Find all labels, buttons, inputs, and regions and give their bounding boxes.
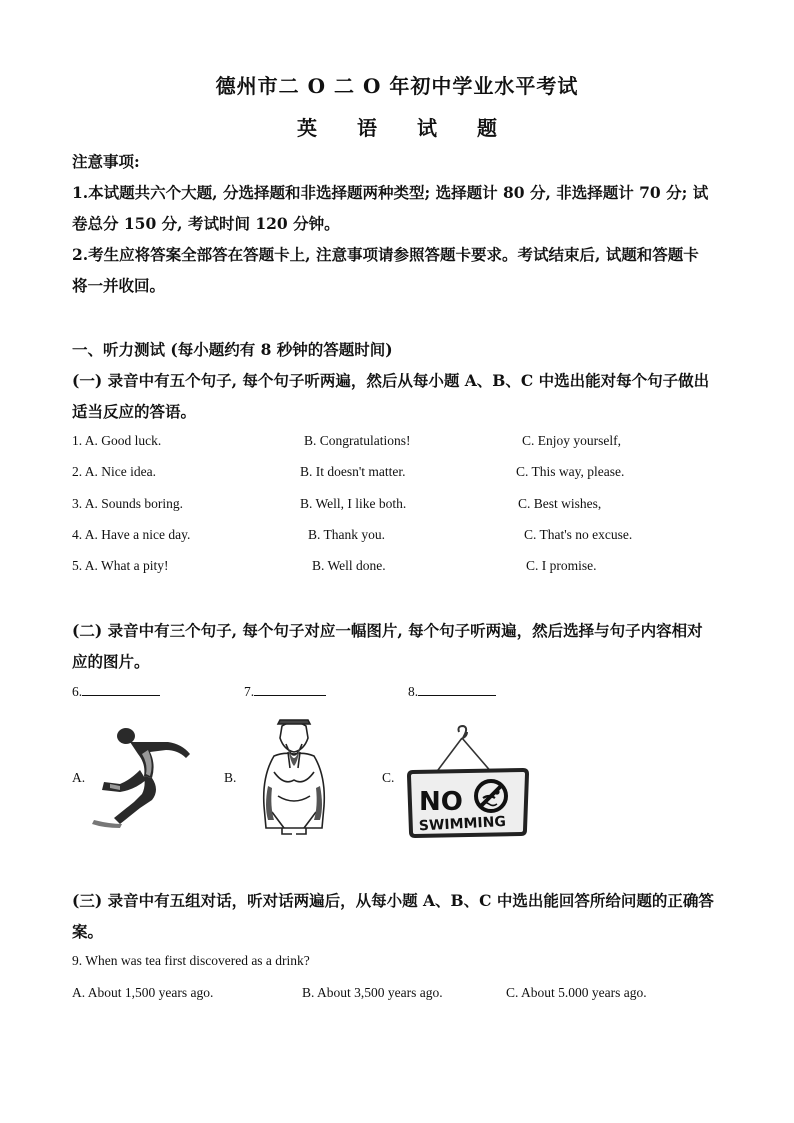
q9-option-a: A. About 1,500 years ago. (72, 985, 214, 1000)
q3-option-a: 3. A. Sounds boring. (72, 496, 184, 511)
notice-item1-line2: 卷总分 150 分, 考试时间 120 分钟。 (72, 214, 340, 233)
part2-instruction-line1: (二) 录音中有三个句子, 每个句子对应一幅图片, 每个句子听两遍，然后选择与句子内容相对 (72, 621, 703, 640)
picture-label-c: C. (382, 770, 395, 785)
subject-title (0, 112, 794, 141)
q3-option-c: C. Best wishes, (518, 496, 602, 511)
notice-item2-line2: 将一并收回。 (72, 276, 166, 295)
q5-option-b: B. Well done. (312, 558, 386, 573)
part3-instruction-line2: 案。 (72, 922, 104, 941)
q4-option-c: C. That's no excuse. (524, 527, 633, 542)
q2-option-a: 2. A. Nice idea. (72, 464, 156, 479)
exam-title: 德州市二 O 二 O 年初中学业水平考试 (215, 74, 579, 98)
part2-instruction-line2: 应的图片。 (72, 652, 150, 671)
answer-blank-8: 8. (408, 683, 496, 700)
sage-figure-icon (244, 716, 344, 836)
answer-blank-6: 6. (72, 683, 160, 700)
q4-option-a: 4. A. Have a nice day. (72, 527, 191, 542)
picture-label-b: B. (224, 770, 237, 785)
answer-blank-7: 7. (244, 683, 326, 700)
sign-text-no: NO (419, 787, 463, 817)
subject-char: 题 (477, 116, 497, 140)
notice-item1-line1: 1.本试题共六个大题, 分选择题和非选择题两种类型; 选择题计 80 分, 非选择题计 70 分; 试 (72, 183, 709, 202)
q5-option-a: 5. A. What a pity! (72, 558, 169, 573)
q1-option-a: 1. A. Good luck. (72, 433, 162, 448)
subject-char: 试 (417, 116, 437, 140)
subject-char: 英 (297, 116, 317, 140)
subject-char: 语 (357, 116, 377, 140)
picture-label-a: A. (72, 770, 86, 785)
q9-question: 9. When was tea first discovered as a drink? (72, 953, 310, 968)
q1-option-b: B. Congratulations! (304, 433, 411, 448)
runner-icon (90, 720, 200, 830)
section1-heading: 一、听力测试 (每小题约有 8 秒钟的答题时间) (72, 340, 393, 359)
q9-option-b: B. About 3,500 years ago. (302, 985, 443, 1000)
notice-item2-line1: 2.考生应将答案全部答在答题卡上, 注意事项请参照答题卡要求。考试结束后, 试题和答题卡 (72, 245, 699, 264)
q9-option-c: C. About 5.000 years ago. (506, 985, 647, 1000)
q5-option-c: C. I promise. (526, 558, 597, 573)
no-swimming-sign (405, 722, 530, 846)
sign-text-swimming: SWIMMING (418, 813, 507, 835)
q3-option-b: B. Well, I like both. (300, 496, 407, 511)
q1-option-c: C. Enjoy yourself, (522, 433, 621, 448)
part1-instruction-line2: 适当反应的答语。 (72, 402, 197, 421)
part3-instruction-line1: (三) 录音中有五组对话，听对话两遍后，从每小题 A、B、C 中选出能回答所给问题的正确答 (72, 891, 714, 910)
part1-instruction-line1: (一) 录音中有五个句子, 每个句子听两遍，然后从每小题 A、B、C 中选出能对每个句子做出 (72, 371, 710, 390)
q2-option-b: B. It doesn't matter. (300, 464, 406, 479)
notice-heading: 注意事项: (72, 152, 140, 171)
q4-option-b: B. Thank you. (308, 527, 385, 542)
q2-option-c: C. This way, please. (516, 464, 625, 479)
